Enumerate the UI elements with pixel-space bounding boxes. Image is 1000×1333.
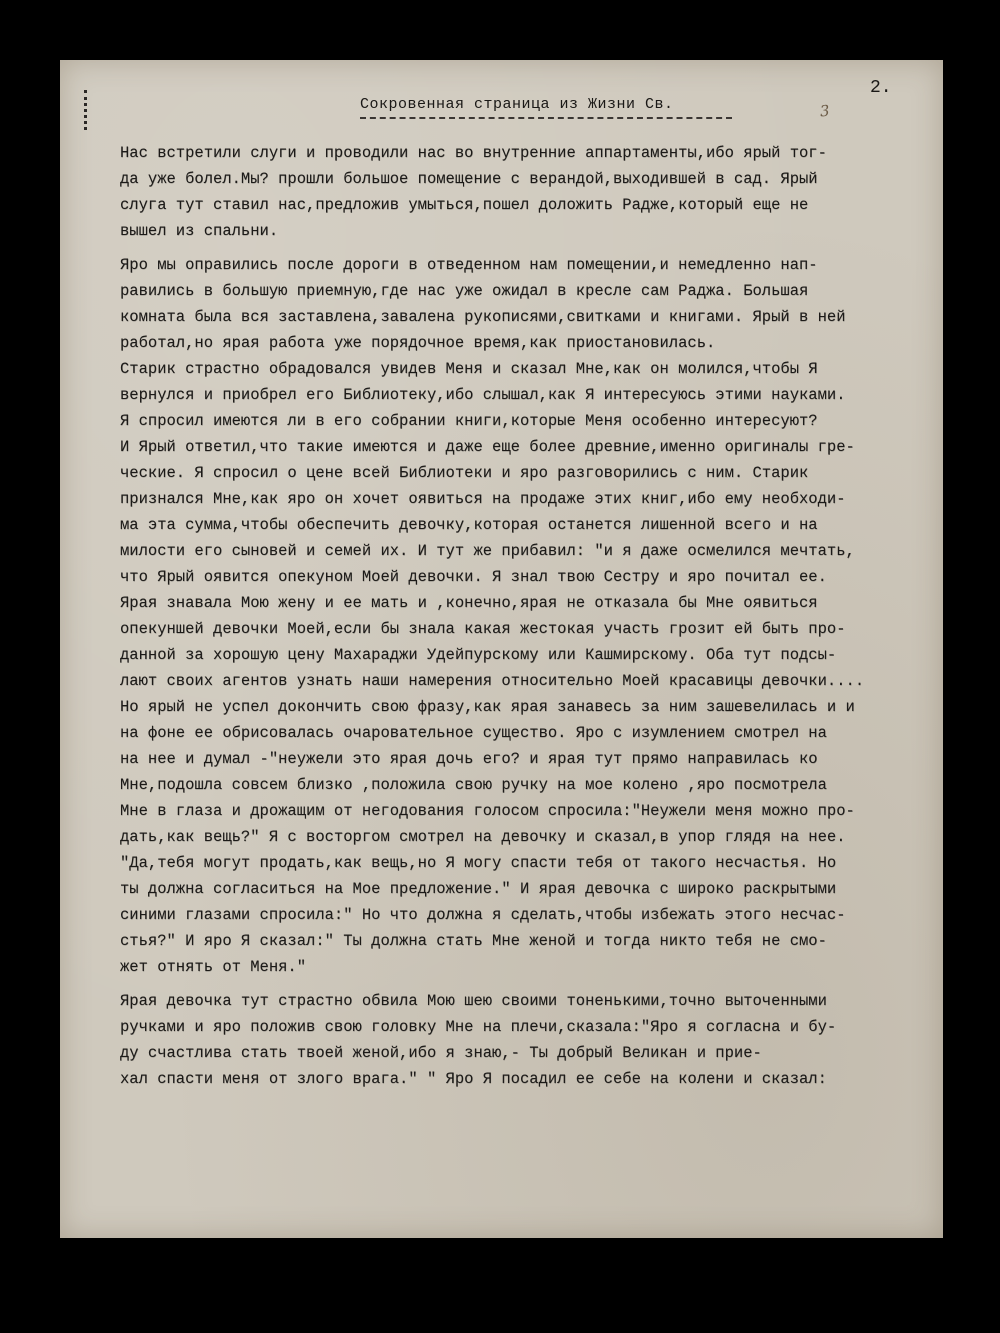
text-line: Старик страстно обрадовался увидев Меня и сказал Мне,как он молился,чтобы Я: [120, 360, 818, 378]
text-line: равились в большую приемную,где нас уже ожидал в кресле сам Раджа. Большая: [120, 282, 809, 300]
text-line: ду счастлива стать твоей женой,ибо я знаю,- Ты добрый Великан и прие-: [120, 1044, 762, 1062]
text-line: ручками и яро положив свою головку Мне на плечи,сказала:"Яро я согласна и бу-: [120, 1018, 837, 1036]
text-line: данной за хорошую цену Махараджи Удейпурскому или Кашмирскому. Оба тут подсы-: [120, 646, 837, 664]
text-line: Ярая девочка тут страстно обвила Мою шею своими тоненькими,точно выточенными: [120, 992, 827, 1010]
text-line: что Ярый оявится опекуном Моей девочки. Я знал твою Сестру и яро почитал ее.: [120, 568, 827, 586]
text-line: хал спасти меня от злого врага." " Яро Я посадил ее себе на колени и сказал:: [120, 1070, 827, 1088]
text-line: комната была вся заставлена,завалена рукописями,свитками и книгами. Ярый в ней: [120, 308, 846, 326]
text-line: [120, 980, 925, 988]
text-line: ческие. Я спросил о цене всей Библиотеки и яро разговорились с ним. Старик: [120, 464, 809, 482]
punch-marks: [84, 90, 91, 130]
text-line: опекуншей девочки Моей,если бы знала какая жестокая участь грозит ей быть про-: [120, 620, 846, 638]
page-number: 2.: [870, 78, 892, 98]
text-line: "Да,тебя могут продать,как вещь,но Я могу спасти тебя от такого несчастья. Но: [120, 854, 837, 872]
text-line: Но ярый не успел докончить свою фразу,как ярая занавесь за ним зашевелилась и и: [120, 698, 855, 716]
document-page: [60, 60, 943, 1238]
text-line: Я спросил имеются ли в его собрании книги,которые Меня особенно интересуют?: [120, 412, 818, 430]
text-line: Мне в глаза и дрожащим от негодования голосом спросила:"Неужели меня можно про-: [120, 802, 855, 820]
text-line: да уже болел.Мы? прошли большое помещение с верандой,выходившей в сад. Ярый: [120, 170, 818, 188]
text-line: ты должна согласиться на Мое предложение." И ярая девочка с широко раскрытыми: [120, 880, 837, 898]
typed-body-text: [120, 140, 925, 1092]
text-line: Нас встретили слуги и проводили нас во внутренние аппартаменты,ибо ярый тог-: [120, 144, 827, 162]
text-line: милости его сыновей и семей их. И тут же прибавил: "и я даже осмелился мечтать,: [120, 542, 855, 560]
text-line: [120, 244, 925, 252]
text-line: Мне,подошла совсем близко ,положила свою ручку на мое колено ,яро посмотрела: [120, 776, 827, 794]
text-line: стья?" И яро Я сказал:" Ты должна стать Мне женой и тогда никто тебя не смо-: [120, 932, 827, 950]
text-line: вышел из спальни.: [120, 222, 279, 240]
text-line: признался Мне,как яро он хочет оявиться на продаже этих книг,ибо ему необходи-: [120, 490, 846, 508]
text-line: слуга тут ставил нас,предложив умыться,пошел доложить Радже,который еще не: [120, 196, 809, 214]
text-line: Яро мы оправились после дороги в отведенном нам помещении,и немедленно нап-: [120, 256, 818, 274]
handwritten-note: 3: [819, 101, 831, 121]
title-underline: [360, 117, 732, 119]
text-line: дать,как вещь?" Я с восторгом смотрел на девочку и сказал,в упор глядя на нее.: [120, 828, 846, 846]
text-line: на фоне ее обрисовалась очаровательное существо. Яро с изумлением смотрел на: [120, 724, 827, 742]
page-title: Сокровенная страница из Жизни Св.: [360, 96, 674, 113]
text-line: жет отнять от Меня.": [120, 958, 307, 976]
text-line: вернулся и приобрел его Библиотеку,ибо слышал,как Я интересуюсь этими науками.: [120, 386, 846, 404]
text-line: на нее и думал -"неужели это ярая дочь его? и ярая тут прямо направилась ко: [120, 750, 818, 768]
text-line: работал,но ярая работа уже порядочное время,как приостановилась.: [120, 334, 716, 352]
text-line: синими глазами спросила:" Но что должна я сделать,чтобы избежать этого несчас-: [120, 906, 846, 924]
text-line: лают своих агентов узнать наши намерения относительно Моей красавицы девочки....: [120, 672, 865, 690]
text-line: Ярая знавала Мою жену и ее мать и ,конечно,ярая не отказала бы Мне оявиться: [120, 594, 818, 612]
text-line: И Ярый ответил,что такие имеются и даже еще более древние,именно оригиналы гре-: [120, 438, 855, 456]
text-line: ма эта сумма,чтобы обеспечить девочку,которая останется лишенной всего и на: [120, 516, 818, 534]
